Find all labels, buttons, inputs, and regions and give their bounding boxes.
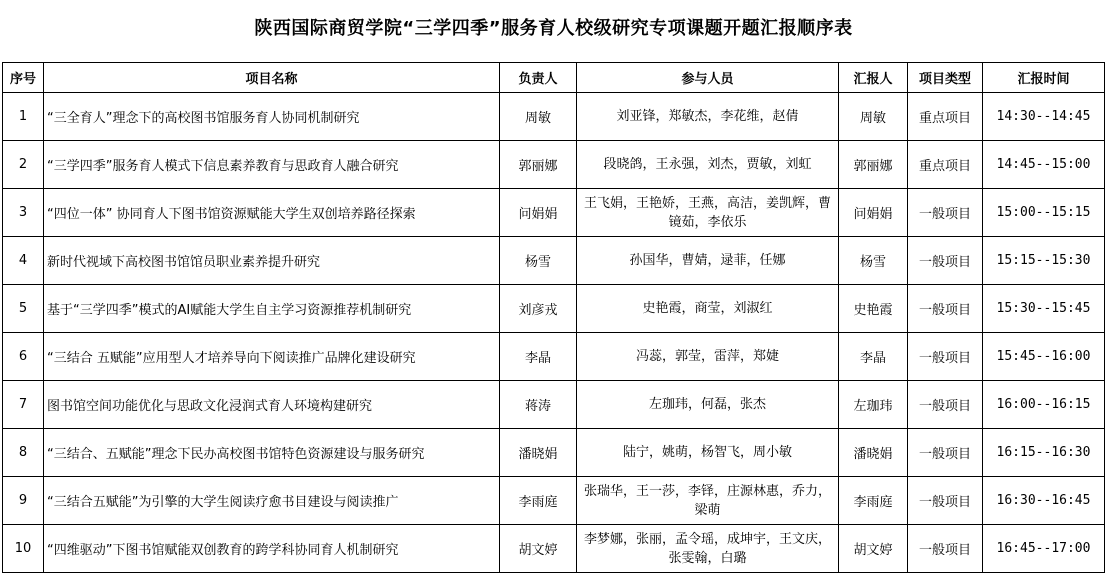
cell-project-name: “三全育人”理念下的高校图书馆服务育人协同机制研究 — [44, 93, 500, 141]
table-row — [3, 189, 1105, 237]
cell-leader: 杨雪 — [500, 237, 577, 285]
cell-type: 一般项目 — [908, 381, 983, 429]
cell-project-name: “三结合、五赋能”理念下民办高校图书馆特色资源建设与服务研究 — [44, 429, 500, 477]
cell-time: 16:00--16:15 — [983, 381, 1105, 429]
cell-members: 陆宁，姚萌，杨智飞，周小敏 — [577, 429, 839, 477]
header-leader: 负责人 — [500, 63, 577, 93]
header-name: 项目名称 — [44, 63, 500, 93]
cell-members: 王飞娟，王艳娇，王燕，高洁，姜凯辉，曹镜茹，李依乐 — [577, 189, 839, 237]
table-row — [3, 381, 1105, 429]
cell-members: 冯蕊，郭莹，雷萍，郑婕 — [577, 333, 839, 381]
cell-reporter: 问娟娟 — [839, 189, 908, 237]
table-row — [3, 477, 1105, 525]
cell-type: 一般项目 — [908, 189, 983, 237]
cell-leader: 李雨庭 — [500, 477, 577, 525]
header-type: 项目类型 — [908, 63, 983, 93]
cell-time: 15:00--15:15 — [983, 189, 1105, 237]
cell-time: 16:15--16:30 — [983, 429, 1105, 477]
cell-leader: 问娟娟 — [500, 189, 577, 237]
cell-project-name: “三结合五赋能”为引擎的大学生阅读疗愈书目建设与阅读推广 — [44, 477, 500, 525]
cell-project-name: “四维驱动”下图书馆赋能双创教育的跨学科协同育人机制研究 — [44, 525, 500, 573]
table-row — [3, 141, 1105, 189]
cell-no: 10 — [3, 525, 44, 573]
cell-reporter: 郭丽娜 — [839, 141, 908, 189]
cell-reporter: 李雨庭 — [839, 477, 908, 525]
cell-time: 16:45--17:00 — [983, 525, 1105, 573]
cell-no: 6 — [3, 333, 44, 381]
cell-reporter: 胡文婷 — [839, 525, 908, 573]
cell-no: 3 — [3, 189, 44, 237]
cell-type: 一般项目 — [908, 477, 983, 525]
cell-no: 5 — [3, 285, 44, 333]
header-reporter: 汇报人 — [839, 63, 908, 93]
cell-members: 刘亚锋，郑敏杰，李花维，赵倩 — [577, 93, 839, 141]
cell-leader: 胡文婷 — [500, 525, 577, 573]
cell-reporter: 杨雪 — [839, 237, 908, 285]
cell-time: 15:45--16:00 — [983, 333, 1105, 381]
cell-project-name: 图书馆空间功能优化与思政文化浸润式育人环境构建研究 — [44, 381, 500, 429]
cell-type: 一般项目 — [908, 525, 983, 573]
cell-time: 15:15--15:30 — [983, 237, 1105, 285]
schedule-table — [2, 62, 1105, 573]
cell-time: 14:45--15:00 — [983, 141, 1105, 189]
cell-time: 15:30--15:45 — [983, 285, 1105, 333]
cell-type: 重点项目 — [908, 93, 983, 141]
cell-type: 一般项目 — [908, 333, 983, 381]
cell-no: 8 — [3, 429, 44, 477]
cell-reporter: 史艳霞 — [839, 285, 908, 333]
header-time: 汇报时间 — [983, 63, 1105, 93]
header-no: 序号 — [3, 63, 44, 93]
table-row — [3, 429, 1105, 477]
cell-leader: 蒋涛 — [500, 381, 577, 429]
cell-members: 张瑞华，王一莎，李铎，庄源林惠，乔力，梁萌 — [577, 477, 839, 525]
header-row — [3, 63, 1105, 93]
cell-reporter: 潘晓娟 — [839, 429, 908, 477]
table-row — [3, 333, 1105, 381]
cell-members: 李梦娜，张丽，孟令瑶，成坤宇，王文庆，张雯翰，白璐 — [577, 525, 839, 573]
cell-project-name: “三学四季”服务育人模式下信息素养教育与思政育人融合研究 — [44, 141, 500, 189]
cell-leader: 潘晓娟 — [500, 429, 577, 477]
cell-type: 一般项目 — [908, 429, 983, 477]
cell-type: 一般项目 — [908, 237, 983, 285]
table-row — [3, 237, 1105, 285]
cell-reporter: 李晶 — [839, 333, 908, 381]
cell-time: 14:30--14:45 — [983, 93, 1105, 141]
table-row — [3, 285, 1105, 333]
header-members: 参与人员 — [577, 63, 839, 93]
cell-time: 16:30--16:45 — [983, 477, 1105, 525]
cell-leader: 李晶 — [500, 333, 577, 381]
cell-project-name: “四位一体” 协同育人下图书馆资源赋能大学生双创培养路径探索 — [44, 189, 500, 237]
cell-no: 9 — [3, 477, 44, 525]
cell-project-name: “三结合 五赋能”应用型人才培养导向下阅读推广品牌化建设研究 — [44, 333, 500, 381]
cell-project-name: 新时代视域下高校图书馆馆员职业素养提升研究 — [44, 237, 500, 285]
cell-members: 史艳霞，商莹，刘淑红 — [577, 285, 839, 333]
cell-no: 7 — [3, 381, 44, 429]
cell-project-name: 基于“三学四季”模式的AI赋能大学生自主学习资源推荐机制研究 — [44, 285, 500, 333]
cell-reporter: 周敏 — [839, 93, 908, 141]
page-title: 陕西国际商贸学院“三学四季”服务育人校级研究专项课题开题汇报顺序表 — [254, 18, 853, 39]
table-row — [3, 93, 1105, 141]
table-row — [3, 525, 1105, 573]
cell-type: 重点项目 — [908, 141, 983, 189]
cell-members: 孙国华，曹婧，逯菲，任娜 — [577, 237, 839, 285]
cell-leader: 刘彦戎 — [500, 285, 577, 333]
cell-no: 4 — [3, 237, 44, 285]
cell-type: 一般项目 — [908, 285, 983, 333]
cell-members: 段晓鸽，王永强，刘杰，贾敏，刘虹 — [577, 141, 839, 189]
cell-no: 2 — [3, 141, 44, 189]
cell-no: 1 — [3, 93, 44, 141]
cell-leader: 郭丽娜 — [500, 141, 577, 189]
cell-leader: 周敏 — [500, 93, 577, 141]
cell-members: 左珈玮，何磊，张杰 — [577, 381, 839, 429]
cell-reporter: 左珈玮 — [839, 381, 908, 429]
